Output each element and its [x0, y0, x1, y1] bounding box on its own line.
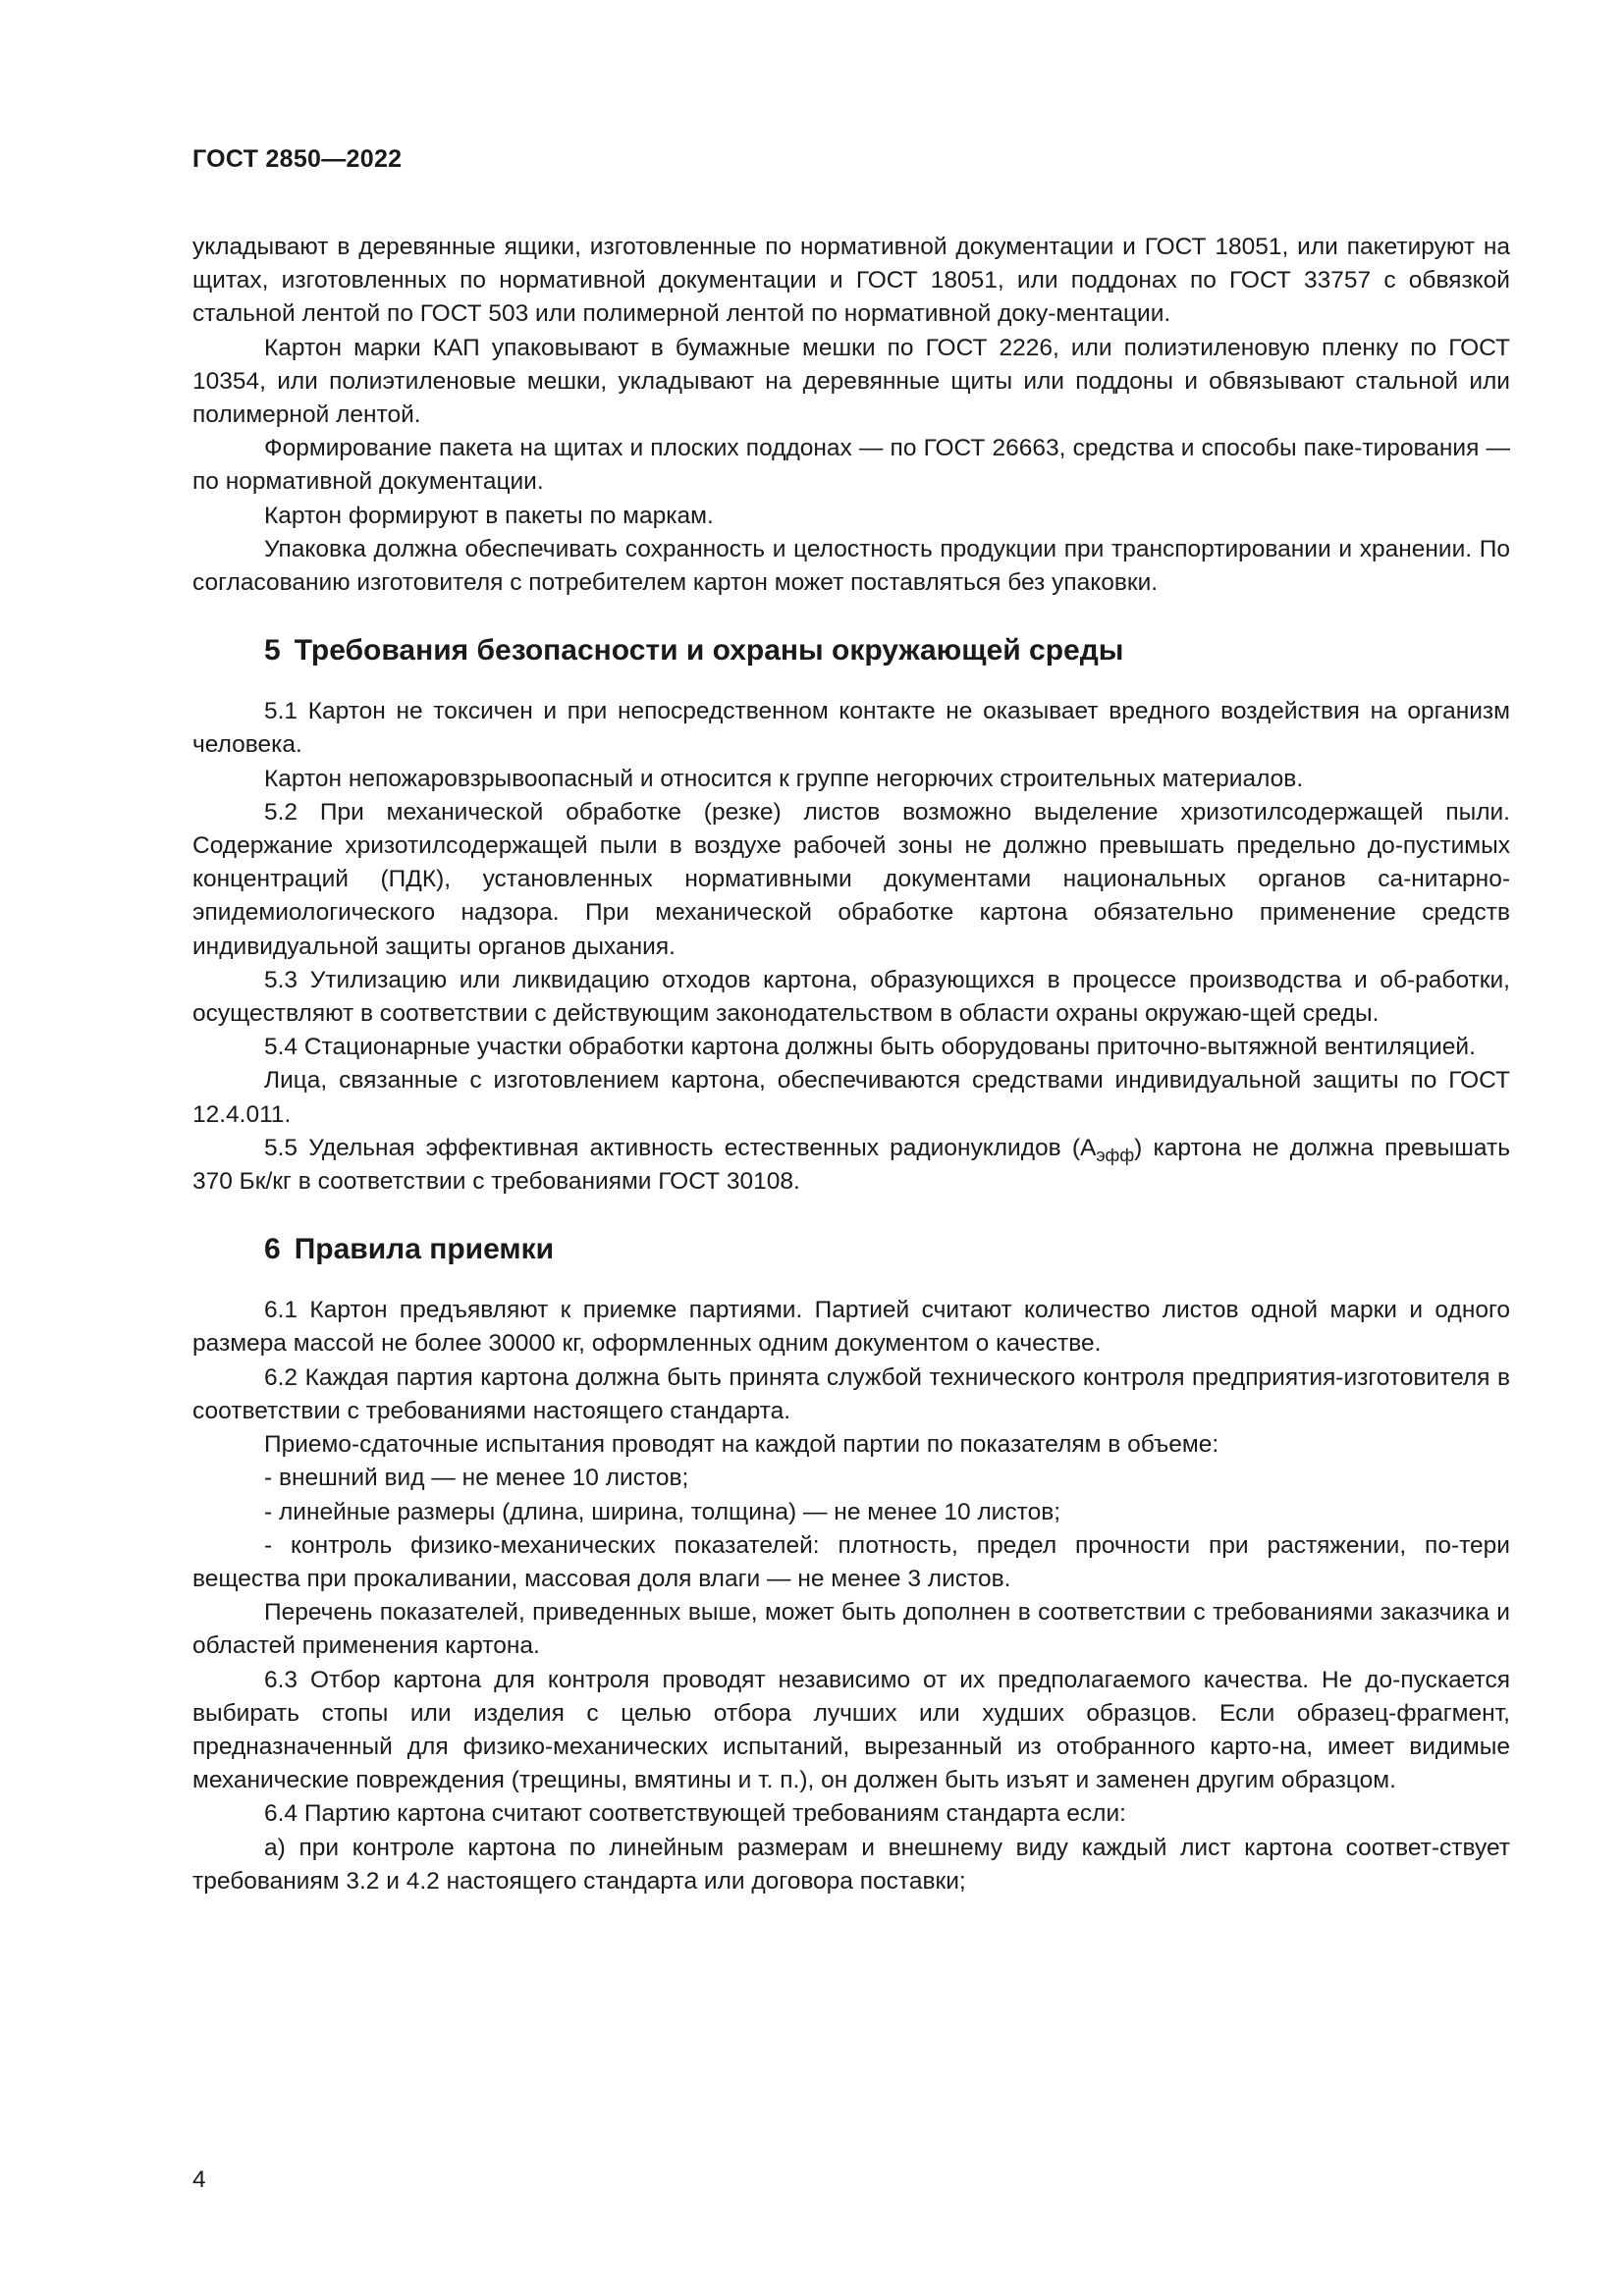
section-5-paragraph-1: 5.1 Картон не токсичен и при непосредственном контакте не оказывает вредного воздействия на организм человека. — [192, 698, 1510, 759]
intro-paragraph-5: Упаковка должна обеспечивать сохранность и целостность продукции при транспортировании и хранении. По согласованию изготовителя с потребителем картон может поставляться без упаковки. — [192, 535, 1510, 597]
section-5-paragraph-4: 5.3 Утилизацию или ликвидацию отходов картона, образующихся в процессе производства и об-работки, осуществляют в соответствии с действующим законодательством в области охраны окружаю-щей среды. — [192, 966, 1510, 1028]
section-5-paragraph-7 — [192, 1132, 1510, 1199]
section-5-paragraph-6: Лица, связанные с изготовлением картона, обеспечиваются средствами индивидуальной защиты по ГОСТ 12.4.011. — [192, 1067, 1510, 1128]
section-6-paragraph-3: Приемо-сдаточные испытания проводят на каждой партии по показателям в объеме: — [264, 1431, 1219, 1459]
section-6-title: Правила приемки — [294, 1233, 555, 1266]
list-item: - контроль физико-механических показателей: плотность, предел прочности при растяжении, по-тери вещества при прокаливании, массовая доля влаги — не менее 3 листов. — [192, 1531, 1510, 1592]
section-6-heading — [264, 1232, 1510, 1267]
intro-paragraph-3: Формирование пакета на щитах и плоских поддонах — по ГОСТ 26663, средства и способы паке-тирования — по нормативной документации. — [192, 435, 1510, 496]
section-6-number: 6 — [264, 1233, 281, 1266]
section-5-number: 5 — [264, 634, 281, 667]
list-item: - линейные размеры (длина, ширина, толщина) — не менее 10 листов; — [264, 1498, 1061, 1525]
list-item: - внешний вид — не менее 10 листов; — [264, 1465, 689, 1492]
intro-paragraph-1: укладывают в деревянные ящики, изготовленные по нормативной документации и ГОСТ 18051, или пакетируют на щитах, изготовленных по нормативной документации и ГОСТ 18051, или поддонах по ГОСТ 33757 с обвязкой стальной лентой по ГОСТ 503 или полимерной лентой по нормативной доку-ментации. — [192, 234, 1510, 328]
section-5-paragraph-2: Картон непожаровзрывоопасный и относится к группе негорючих строительных материалов. — [264, 765, 1304, 792]
section-6-paragraph-5: 6.3 Отбор картона для контроля проводят независимо от их предполагаемого качества. Не до-пускается выбирать стопы или изделия с целью отбора лучших или худших образцов. Если образец-фрагмент, предназначенный для физико-механических испытаний, вырезанный из отобранного карто-на, имеет видимые механические повреждения (трещины, вмятины и т. п.), он должен быть изъят и заменен другим образцом. — [192, 1666, 1510, 1794]
p7-subscript: эфф — [1096, 1145, 1135, 1165]
section-6-paragraph-1: 6.1 Картон предъявляют к приемке партиями. Партией считают количество листов одной марки и одного размера массой не более 30000 кг, оформленных одним документом о качестве. — [192, 1297, 1510, 1358]
p7-text-after: ) картона не должна превышать 370 Бк/кг в соответствии с требованиями ГОСТ 30108. — [192, 1134, 1511, 1196]
intro-paragraph-2: Картон марки КАП упаковывают в бумажные мешки по ГОСТ 2226, или полиэтиленовую пленку по ГОСТ 10354, или полиэтиленовые мешки, укладывают на деревянные щиты или поддоны и обвязывают стальной или полимерной лентой. — [192, 334, 1510, 429]
section-5-paragraph-3: 5.2 При механической обработке (резке) листов возможно выделение хризотилсодержащей пыли. Содержание хризотилсодержащей пыли в воздухе рабочей зоны не должно превышать предельно до-пустимых концентраций (ПДК), установленных нормативными документами национальных органов са-нитарно-эпидемиологического надзора. При механической обработке картона обязательно применение средств индивидуальной защиты органов дыхания. — [192, 798, 1510, 960]
section-5-paragraph-5: 5.4 Стационарные участки обработки картона должны быть оборудованы приточно-вытяжной вентиляцией. — [264, 1034, 1476, 1061]
section-6-paragraph-7: а) при контроле картона по линейным размерам и внешнему виду каждый лист картона соответ-ствует требованиям 3.2 и 4.2 настоящего стандарта или договора поставки; — [192, 1834, 1510, 1895]
section-6-paragraph-2: 6.2 Каждая партия картона должна быть принята службой технического контроля предприятия-изготовителя в соответствии с требованиями настоящего стандарта. — [192, 1363, 1510, 1424]
p7-text-before: 5.5 Удельная эффективная активность естественных радионуклидов (А — [264, 1134, 1097, 1161]
section-6-paragraph-6: 6.4 Партию картона считают соответствующей требованиям стандарта если: — [264, 1800, 1126, 1828]
document-header: ГОСТ 2850—2022 — [192, 145, 403, 173]
intro-paragraph-4: Картон формируют в пакеты по маркам. — [264, 502, 714, 529]
page-number: 4 — [192, 2166, 206, 2193]
section-5-heading — [264, 633, 1510, 668]
section-6-paragraph-4: Перечень показателей, приведенных выше, может быть дополнен в соответствии с требованиями заказчика и областей применения картона. — [192, 1599, 1510, 1660]
section-5-title: Требования безопасности и охраны окружающей среды — [294, 634, 1124, 667]
document-page — [192, 145, 1510, 1898]
